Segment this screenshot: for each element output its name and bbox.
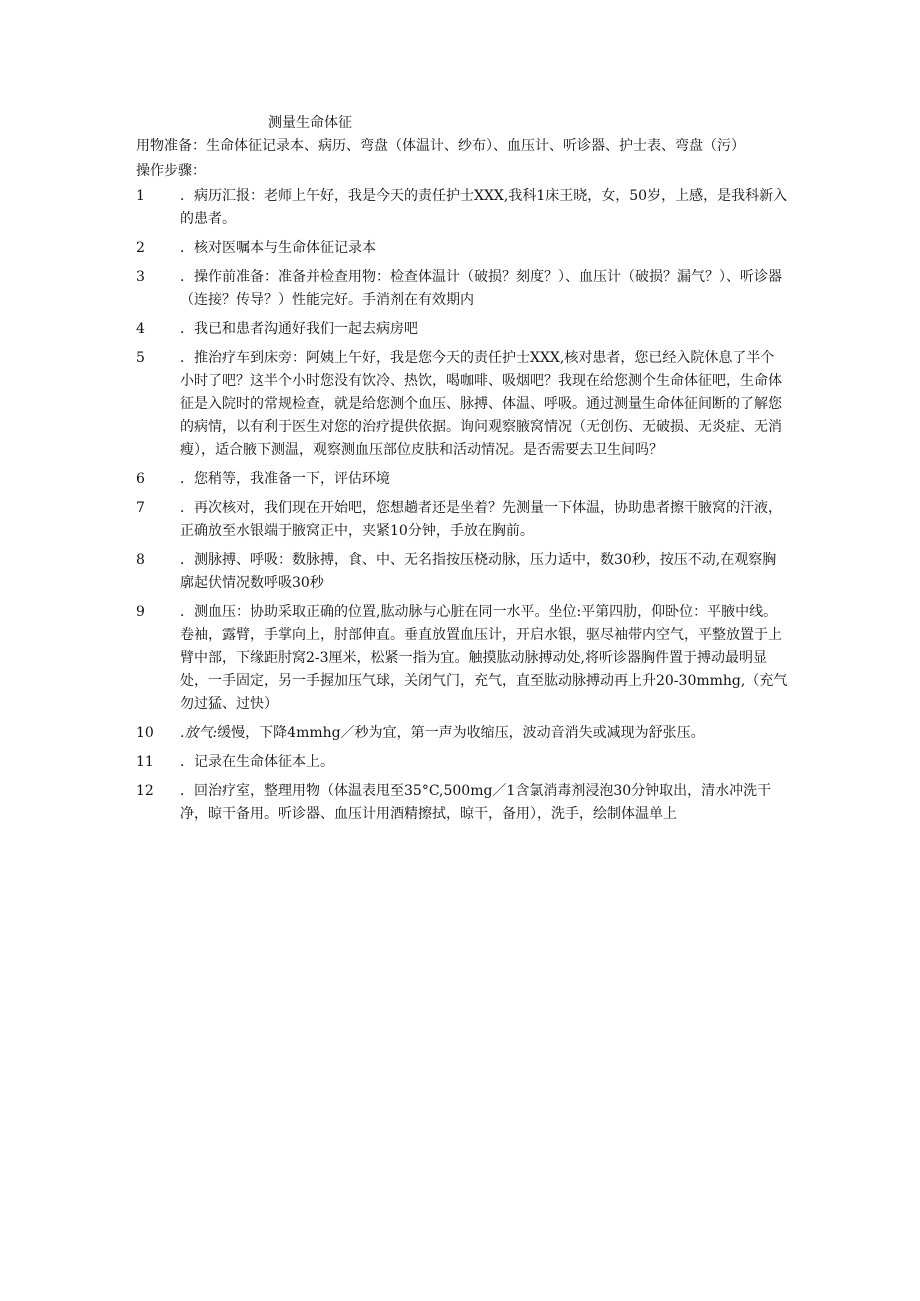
step-number: 3 — [136, 269, 145, 285]
step-text: ．操作前准备：准备并检查用物：检查体温计（破损？刻度？）、血压计（破损？漏气？）、听诊器（连接？传导？）性能完好。手消剂在有效期内 — [180, 269, 782, 308]
steps-list — [136, 185, 788, 826]
step-number: 2 — [136, 240, 145, 256]
step-text-emphasis: .放气: — [180, 725, 218, 741]
step-number: 7 — [136, 500, 145, 516]
document-body — [136, 135, 788, 832]
step-item — [136, 347, 788, 462]
document-title: 测量生命体征 — [268, 115, 352, 131]
step-item — [136, 601, 788, 716]
step-text-with-emphasis — [180, 722, 788, 745]
materials-paragraph: 用物准备：生命体征记录本、病历、弯盘（体温计、纱布）、血压计、听诊器、护士表、弯盘（污） — [136, 138, 745, 154]
step-item — [136, 549, 788, 595]
step-number: 5 — [136, 350, 145, 366]
step-number: 10 — [136, 725, 154, 741]
step-number: 11 — [136, 754, 154, 770]
step-item — [136, 722, 788, 745]
step-text: ．回治疗室，整理用物（体温表甩至35°C,500mg／1含氯消毒剂浸泡30分钟取出，清水冲洗干净，晾干备用。听诊器、血压计用酒精擦拭，晾干，备用），洗手，绘制体温单上 — [180, 783, 772, 822]
step-text: ．再次核对，我们现在开始吧，您想趟者还是坐着？先测量一下体温，协助患者擦干腋窝的汗液，正确放至水银端于腋窝正中，夹紧10分钟，手放在胸前。 — [180, 500, 782, 539]
step-item — [136, 780, 788, 826]
step-text: ．病历汇报：老师上午好，我是今天的责任护士XXX,我科1床王晓，女，50岁，上感，是我科新入的患者。 — [180, 188, 788, 227]
step-text: ．记录在生命体征本上。 — [180, 754, 334, 770]
step-item — [136, 468, 788, 491]
step-item — [136, 318, 788, 341]
step-item — [136, 751, 788, 774]
step-number: 1 — [136, 188, 145, 204]
step-number: 4 — [136, 321, 145, 337]
step-text: ．推治疗车到床旁：阿姨上午好，我是您今天的责任护士XXX,核对患者，您已经入院休息了半个小时了吧？这半个小时您没有饮冷、热饮，喝咖啡、吸烟吧？我现在给您测个生命体征吧，生命体征是入院时的常规检查，就是给您测个血压、脉搏、体温、呼吸。通过测量生命体征间断的了解您的病情，以有利于医生对您的治疗提供依据。询问观察腋窝情况（无创伤、无破损、无炎症、无消瘦），适合腋下测温，观察测血压部位皮肤和活动情况。是否需要去卫生间吗？ — [180, 350, 782, 458]
step-item — [136, 497, 788, 543]
step-item — [136, 237, 788, 260]
step-text: ．核对医嘱本与生命体征记录本 — [180, 240, 376, 256]
step-number: 12 — [136, 783, 154, 799]
step-item — [136, 266, 788, 312]
step-text: ．我已和患者沟通好我们一起去病房吧 — [180, 321, 418, 337]
step-text: ．您稍等，我准备一下，评估环境 — [180, 471, 390, 487]
step-text-remainder: 缓慢，下降4mmhg／秒为宜，第一声为收缩压，波动音消失或减现为舒张压。 — [217, 725, 705, 741]
step-text: ．测脉搏、呼吸：数脉搏，食、中、无名指按压桡动脉，压力适中，数30秒，按压不动,在观察胸廓起伏情况数呼吸30秒 — [180, 552, 777, 591]
step-number: 9 — [136, 604, 145, 620]
steps-heading: 操作步骤： — [136, 163, 206, 179]
step-number: 8 — [136, 552, 145, 568]
step-number: 6 — [136, 471, 145, 487]
step-item — [136, 185, 788, 231]
step-text: ．测血压：协助采取正确的位置,肱动脉与心脏在同一水平。坐位:平第四肋，仰卧位：平腋中线。卷袖，露臂，手掌向上，肘部伸直。垂直放置血压计，开启水银，驱尽袖带内空气，平整放置于上臂中部，下缘距肘窝2-3厘米，松紧一指为宜。触摸肱动脉搏动处,将听诊器胸件置于搏动最明显处，一手固定，另一手握加压气球，关闭气门，充气，直至肱动脉搏动再上升20-30mmhg,（充气勿过猛、过快） — [180, 604, 788, 712]
